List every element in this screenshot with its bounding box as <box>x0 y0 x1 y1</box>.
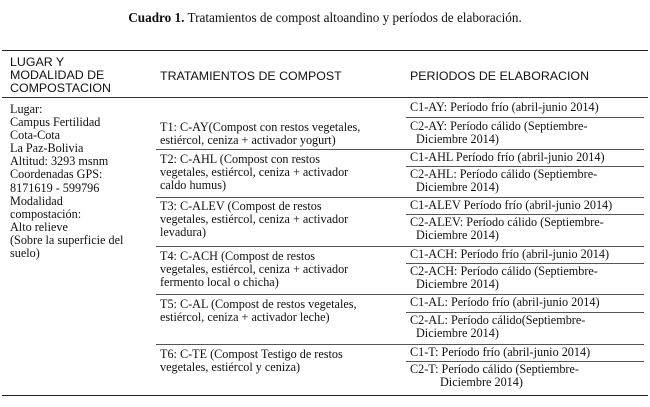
period-line: C2-AHL: Período cálido (Septiembre- <box>410 167 598 181</box>
header-tratamientos: TRATAMIENTOS DE COMPOST <box>160 69 342 83</box>
treatment-line: T4: C-ACH (Compost de restos <box>160 249 316 263</box>
treatment-line: vegetales, estiércol, ceniza + activador <box>160 212 349 227</box>
treatment-t4 <box>160 250 348 290</box>
period-line: Diciembre 2014) <box>416 228 499 243</box>
treatment-divider <box>156 197 406 198</box>
lugar-line: Campus Fertilidad <box>10 115 101 130</box>
period-c1-t <box>410 346 645 359</box>
period-line: C1-T: Período frío (abril-junio 2014) <box>410 345 591 359</box>
treatment-line: vegetales, estiércol, ceniza + activador <box>160 165 349 180</box>
treatment-t1 <box>160 121 360 147</box>
lugar-line: Lugar: <box>10 102 43 116</box>
treatment-line: T5: C-AL (Compost de restos vegetales, <box>160 297 357 311</box>
header-periodos: PERIODOS DE ELABORACION <box>410 69 590 83</box>
period-c2-t <box>410 363 645 389</box>
treatment-divider <box>156 246 406 247</box>
period-line: C2-ACH: Período cálido (Septiembre- <box>410 264 598 278</box>
lugar-line: Alto relieve <box>10 219 68 234</box>
period-c1-ahl <box>410 151 645 164</box>
table-bottom-rule <box>2 395 648 396</box>
treatment-line: caldo humus) <box>160 178 227 193</box>
treatment-line: T1: C-AY(Compost con restos vegetales, <box>160 120 361 134</box>
lugar-line: 8171619 - 599796 <box>10 180 100 195</box>
period-c1-ach <box>410 248 645 261</box>
period-line: Diciembre 2014) <box>416 326 499 341</box>
caption-label: Cuadro 1. <box>128 10 185 25</box>
lugar-line: La Paz-Bolivia <box>10 141 84 156</box>
header-lugar-line: COMPOSTACION <box>10 81 111 95</box>
treatment-line: fermento local o chicha) <box>160 275 279 290</box>
period-line: C1-ALEV Período frío (abril-junio 2014) <box>410 198 613 212</box>
lugar-line: compostación: <box>10 206 82 221</box>
period-c2-ay <box>410 120 645 146</box>
treatment-line: estiércol, ceniza + activador leche) <box>160 310 330 325</box>
period-line: C2-AY: Período cálido (Septiembre- <box>410 119 588 133</box>
header-bottom-rule <box>2 97 648 98</box>
table-caption <box>0 10 650 26</box>
period-c1-alev <box>410 199 645 212</box>
treatment-divider <box>156 344 406 345</box>
period-c2-alev <box>410 216 645 242</box>
period-line: C2-T: Período cálido (Septiembre- <box>410 362 579 376</box>
treatment-t3 <box>160 200 348 240</box>
lugar-line: Modalidad <box>10 193 63 208</box>
header-lugar-line: MODALIDAD DE <box>10 68 105 82</box>
table-top-rule <box>2 50 648 51</box>
period-divider <box>406 117 644 118</box>
treatment-line: T2: C-AHL (Compost con restos <box>160 152 321 166</box>
treatment-line: T6: C-TE (Compost Testigo de restos <box>160 347 343 361</box>
period-line: C1-AY: Período frío (abril-junio 2014) <box>410 100 599 114</box>
period-line: C2-ALEV: Período cálido (Septiembre- <box>410 215 604 229</box>
period-line: Diciembre 2014) <box>416 277 499 292</box>
treatment-line: vegetales, estiércol y ceniza) <box>160 360 301 375</box>
treatment-divider <box>156 294 406 295</box>
treatment-line: vegetales, estiércol, ceniza + activador <box>160 262 349 277</box>
period-c1-al <box>410 296 645 309</box>
treatment-line: estiércol, ceniza + activador yogurt) <box>160 133 336 148</box>
treatment-line: T3: C-ALEV (Compost de restos <box>160 199 322 213</box>
period-c2-ahl <box>410 168 645 194</box>
lugar-line: Coordenadas GPS: <box>10 167 103 182</box>
period-line: C1-AHL Período frío (abril-junio 2014) <box>410 150 605 164</box>
treatment-t5 <box>160 298 357 324</box>
treatment-line: levadura) <box>160 225 207 240</box>
lugar-line: Cota-Cota <box>10 128 61 143</box>
header-lugar-line: LUGAR Y <box>10 55 65 69</box>
lugar-cell <box>10 103 160 260</box>
period-line: Diciembre 2014) <box>416 180 499 195</box>
period-line: C1-ACH: Período frío (abril-junio 2014) <box>410 247 610 261</box>
lugar-line: suelo) <box>10 246 40 261</box>
treatment-t2 <box>160 153 348 193</box>
period-line: Diciembre 2014) <box>416 132 499 147</box>
period-line: C1-AL: Período frío (abril-junio 2014) <box>410 295 600 309</box>
period-line: Diciembre 2014) <box>440 375 523 390</box>
lugar-line: (Sobre la superficie del <box>10 232 124 247</box>
period-c2-al <box>410 314 645 340</box>
period-c1-ay <box>410 101 645 114</box>
treatment-divider <box>156 149 406 150</box>
caption-text: Tratamientos de compost altoandino y períodos de elaboración. <box>184 10 522 25</box>
lugar-line: Altitud: 3293 msnm <box>10 154 109 169</box>
header-lugar <box>10 56 158 95</box>
period-line: C2-AL: Período cálido(Septiembre- <box>410 313 586 327</box>
treatment-t6 <box>160 348 343 374</box>
period-c2-ach <box>410 265 645 291</box>
